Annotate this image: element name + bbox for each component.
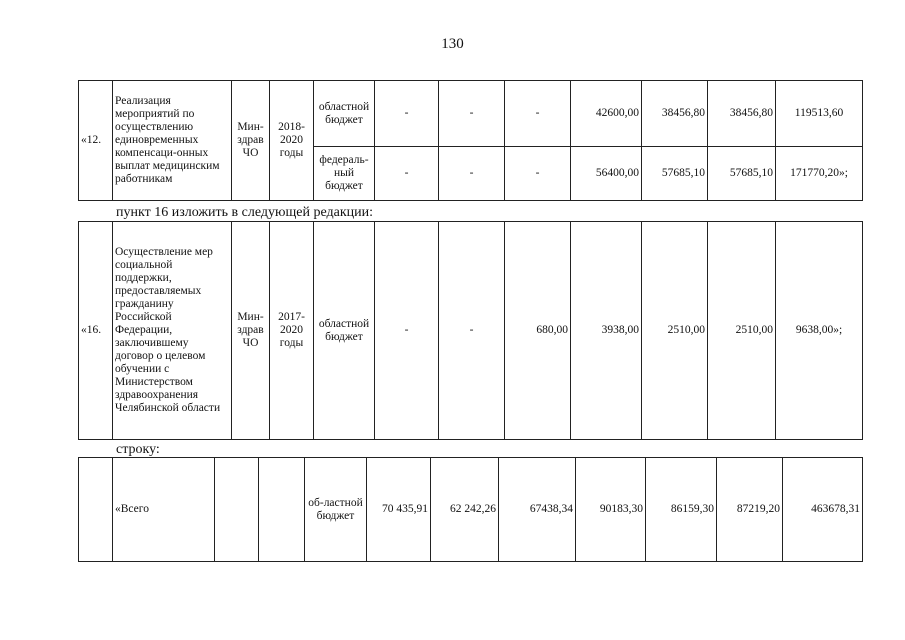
table-row (79, 222, 863, 440)
total-cell: 119513,60 (776, 81, 863, 147)
page-number: 130 (441, 36, 464, 52)
period-cell: 2018-2020 годы (270, 81, 314, 201)
executor-cell: Мин-здрав ЧО (232, 81, 270, 201)
funding-source: областной бюджет (314, 222, 375, 440)
empty-cell (79, 458, 113, 562)
period-cell: 2017-2020 годы (270, 222, 314, 440)
instruction-text: пункт 16 изложить в следующей редакции: (116, 205, 373, 220)
value-cell: 57685,10 (642, 147, 708, 201)
total-cell: 463678,31 (783, 458, 863, 562)
value-cell: 38456,80 (708, 81, 776, 147)
table-total (78, 457, 863, 562)
value-cell: 90183,30 (576, 458, 646, 562)
value-cell: 2510,00 (708, 222, 776, 440)
value-cell: 2510,00 (642, 222, 708, 440)
table-row (79, 81, 863, 147)
value-cell: - (505, 81, 571, 147)
funding-source: об-ластной бюджет (305, 458, 367, 562)
value-cell: - (375, 81, 439, 147)
value-cell: - (505, 147, 571, 201)
instruction-text: строку: (116, 442, 160, 457)
funding-source: областной бюджет (314, 81, 375, 147)
value-cell: 86159,30 (646, 458, 717, 562)
table-item-12 (78, 80, 863, 201)
value-cell: - (439, 147, 505, 201)
funding-source: федераль-ный бюджет (314, 147, 375, 201)
value-cell: - (375, 147, 439, 201)
row-number: «16. (79, 222, 113, 440)
total-label: «Всего (113, 458, 215, 562)
total-cell: 9638,00»; (776, 222, 863, 440)
value-cell: 87219,20 (717, 458, 783, 562)
value-cell: 62 242,26 (431, 458, 499, 562)
activity-name: Осуществление мер социальной поддержки, предоставляемых гражданину Российской Федерации, заключившему договор о целевом обучении с Министерством здравоохранения Челябинской области (113, 222, 232, 440)
value-cell: 56400,00 (571, 147, 642, 201)
value-cell: 67438,34 (499, 458, 576, 562)
empty-cell (215, 458, 259, 562)
empty-cell (259, 458, 305, 562)
executor-cell: Мин-здрав ЧО (232, 222, 270, 440)
table-item-16 (78, 221, 863, 440)
row-number: «12. (79, 81, 113, 201)
value-cell: 42600,00 (571, 81, 642, 147)
value-cell: 38456,80 (642, 81, 708, 147)
value-cell: - (375, 222, 439, 440)
value-cell: 57685,10 (708, 147, 776, 201)
value-cell: - (439, 81, 505, 147)
value-cell: 3938,00 (571, 222, 642, 440)
table-row (79, 458, 863, 562)
value-cell: - (439, 222, 505, 440)
activity-name: Реализация мероприятий по осуществлению единовременных компенсаци-онных выплат медицинским работникам (113, 81, 232, 201)
total-cell: 171770,20»; (776, 147, 863, 201)
value-cell: 680,00 (505, 222, 571, 440)
value-cell: 70 435,91 (367, 458, 431, 562)
